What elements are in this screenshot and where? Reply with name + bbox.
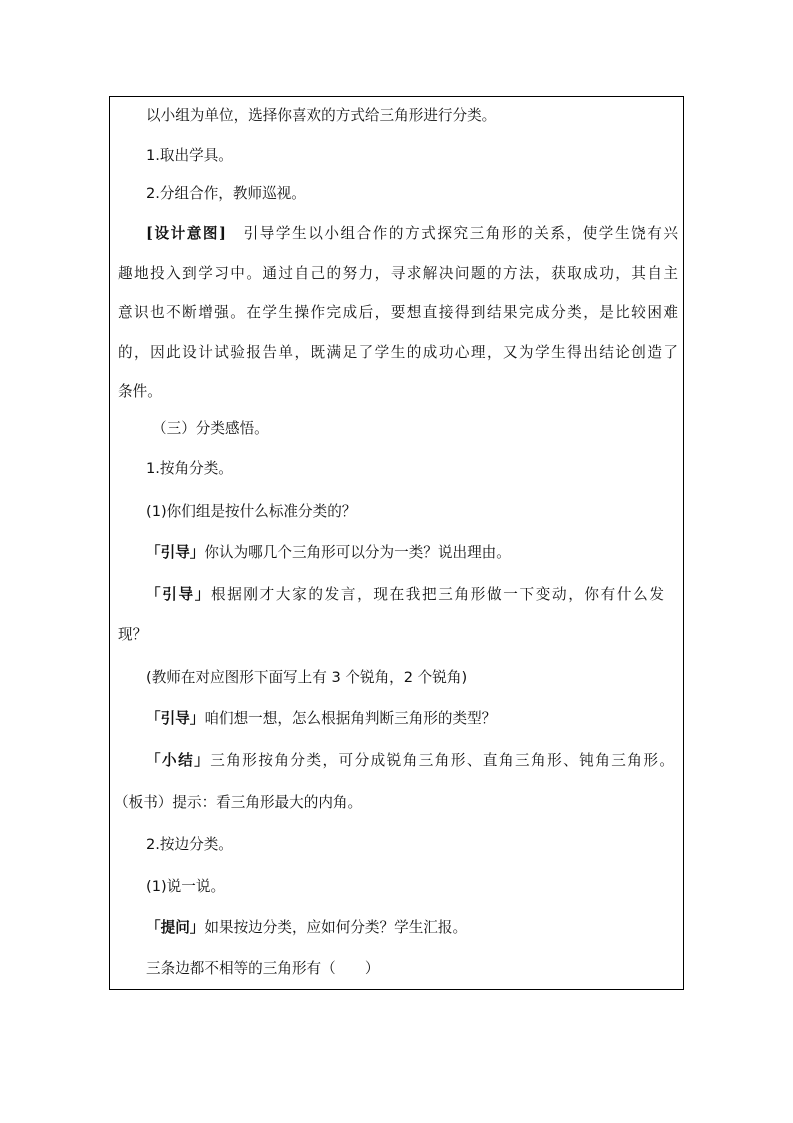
side-question-1: (1)说一说。 (146, 878, 226, 895)
guide-tag: 「引导」 (146, 586, 211, 603)
guide-text-2: 根据刚才大家的发言，现在我把三角形做一下变动，你有什么发 (210, 586, 664, 603)
design-intent-line-1 (146, 224, 678, 244)
angle-question-1: (1)你们组是按什么标准分类的？ (146, 503, 357, 520)
step-take-tools: 1.取出学具。 (146, 147, 233, 164)
summary-line-1 (146, 751, 674, 771)
step-group-work: 2.分组合作，教师巡视。 (146, 185, 306, 202)
summary-text-1: 三角形按角分类，可分成锐角三角形、直角三角形、钝角三角形。 (210, 752, 674, 769)
section-three-heading: （三）分类感悟。 (152, 420, 269, 437)
last-line-fill-blank: 三条边都不相等的三角形有（ ） (146, 960, 380, 977)
design-intent-text-1: 引导学生以小组合作的方式探究三角形的关系，使学生饶有兴 (243, 225, 678, 242)
guide-text-1: 你认为哪几个三角形可以分为一类？说出理由。 (204, 544, 511, 561)
design-intent-line-4: 的，因此设计试验报告单，既满足了学生的成功心理，又为学生得出结论创造了 (118, 344, 678, 361)
teacher-note: (教师在对应图形下面写上有 3 个锐角，2 个锐角) (146, 669, 468, 686)
design-intent-line-2: 趣地投入到学习中。通过自己的努力，寻求解决问题的方法，获取成功，其自主 (118, 265, 678, 282)
summary-line-2: （板书）提示：看三角形最大的内角。 (114, 794, 363, 811)
guide-tag: 「引导」 (146, 710, 205, 727)
guide-line-1 (146, 543, 511, 563)
side-classify-title: 2.按边分类。 (146, 836, 233, 853)
summary-tag: 「小结」 (146, 752, 211, 769)
design-intent-tag: [设计意图] (146, 225, 226, 242)
guide-line-2-cont: 现？ (118, 626, 148, 643)
guide-tag: 「引导」 (146, 544, 205, 561)
guide-line-3 (146, 709, 496, 729)
question-text: 如果按边分类，应如何分类？学生汇报。 (204, 919, 468, 936)
guide-line-2 (146, 585, 664, 605)
guide-text-3: 咱们想一想，怎么根据角判断三角形的类型？ (204, 710, 497, 727)
angle-classify-title: 1.按角分类。 (146, 460, 233, 477)
question-line (146, 918, 467, 938)
paragraph-group-task: 以小组为单位，选择你喜欢的方式给三角形进行分类。 (146, 107, 497, 124)
design-intent-line-5: 条件。 (118, 383, 162, 400)
question-tag: 「提问」 (146, 919, 205, 936)
design-intent-line-3: 意识也不断增强。在学生操作完成后，要想直接得到结果完成分类，是比较困难 (118, 304, 678, 321)
